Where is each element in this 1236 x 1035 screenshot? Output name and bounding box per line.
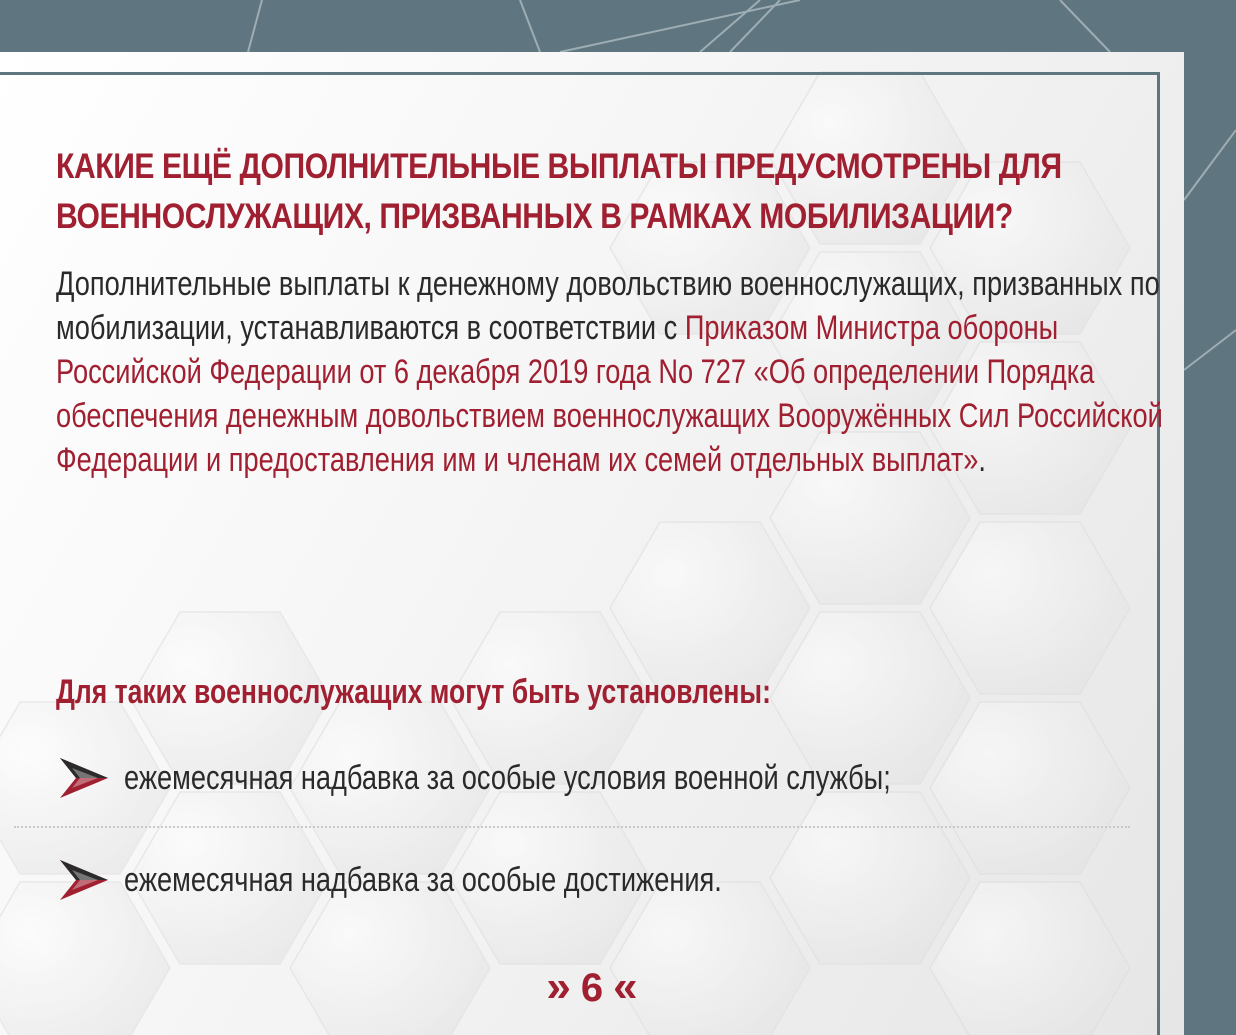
page-title: КАКИЕ ЕЩЁ ДОПОЛНИТЕЛЬНЫЕ ВЫПЛАТЫ ПРЕДУСМОТРЕНЫ ДЛЯ ВОЕННОСЛУЖАЩИХ, ПРИЗВАННЫХ В РАМКАХ МОБИЛИЗАЦИИ?: [56, 147, 1062, 236]
double-chevron-arrow-icon: [58, 752, 110, 804]
page-right-mark: «: [613, 962, 638, 1011]
double-chevron-arrow-icon: [58, 854, 110, 906]
paragraph-intro: Дополнительные выплаты к денежному довольствию военнослужащих, призванных по мобилизации, устанавливаются в соответствии с: [56, 265, 1160, 347]
list-item: [58, 854, 871, 906]
paragraph-end: .: [978, 441, 986, 479]
page-number-value: 6: [580, 966, 604, 1010]
list-heading: Для таких военнослужащих могут быть установлены:: [56, 673, 771, 711]
page-number: [0, 962, 1184, 1013]
list-item: [58, 752, 1082, 804]
dotted-divider: [14, 826, 1130, 828]
intro-paragraph: [56, 262, 1168, 482]
main-content: [56, 142, 1166, 482]
list-item-text: ежемесячная надбавка за особые условия военной службы;: [124, 759, 891, 797]
order-reference-link: Приказом Министра обороны Российской Федерации от 6 декабря 2019 года No 727 «Об определении Порядка обеспечения денежным довольствием военнослужащих Вооружённых Сил Российской Федерации и предоставления им и членам их семей отдельных выплат»: [56, 309, 1163, 479]
content-card: [0, 52, 1184, 1035]
page-left-mark: »: [546, 962, 571, 1011]
list-item-text: ежемесячная надбавка за особые достижения.: [124, 861, 722, 899]
